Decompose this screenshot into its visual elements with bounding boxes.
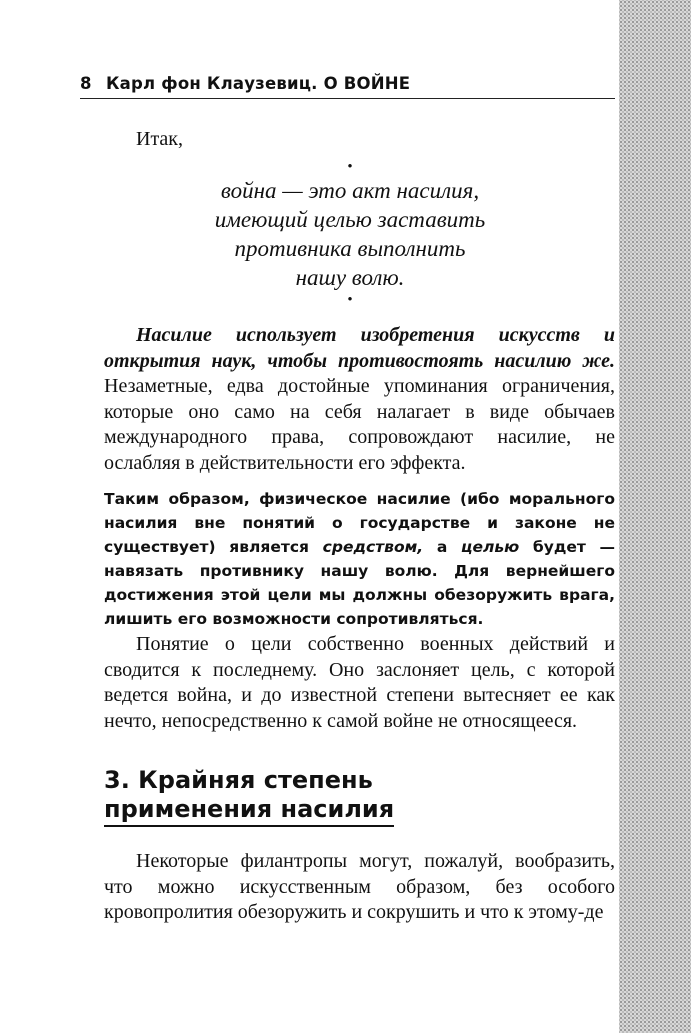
bullet-bottom: • [347,292,353,308]
quote-line: война — это акт насилия, [220,178,480,203]
highlight-text: будет — навязать противнику нашу волю. Для вернейшего достижения этой цели мы должны обезоружить врага, лишить его возможности сопротивляться. [104,538,615,628]
definition-quote [165,159,535,309]
section-heading-line2: применения насилия [104,795,394,827]
paragraph-2: Понятие о цели собственно военных действий и сводится к последнему. Оно заслоняет цель, с которой ведется война, и до известной степени вытесняет ее как нечто, непосредственно к самой войне не относящееся. [104,633,615,732]
highlight-emphasis: целью [460,538,520,556]
highlight-text: Таким образом, физическое насилие (ибо морального насилия вне понятий о государстве и законе не существует) является [104,490,615,556]
highlight-emphasis: средством, [322,538,424,556]
paragraph-1-lead: Насилие использует изобретения искусств и открытия наук, чтобы противостоять насилию же. [104,324,615,372]
page-number: 8 [80,74,92,93]
scan-edge-texture [619,0,691,1033]
highlight-paragraph [104,487,615,631]
paragraph-1 [104,323,615,476]
bullet-top: • [347,159,353,175]
quote-line: имеющий целью заставить [214,207,486,232]
section-heading [104,766,394,827]
quote-line: противника выполнить [234,236,466,261]
highlight-text: а [423,538,461,556]
paragraph-1-rest: Незаметные, едва достойные упоминания ограничения, которые оно само на себя налагает в виде обычаев международного права, сопровождают насилие, не ослабляя в действительности его эффекта. [104,375,615,474]
quote-line: нашу волю. [295,265,405,290]
section-heading-line1: 3. Крайняя степень [104,766,373,794]
paragraph-3: Некоторые филантропы могут, пожалуй, вообразить, что можно искусственным образом, без особого кровопролития обезоружить и сокрушить и что к этому-де [104,850,615,923]
running-header [80,74,615,99]
intro-text: Итак, [136,128,184,150]
running-title: Карл фон Клаузевиц. О ВОЙНЕ [106,74,411,93]
